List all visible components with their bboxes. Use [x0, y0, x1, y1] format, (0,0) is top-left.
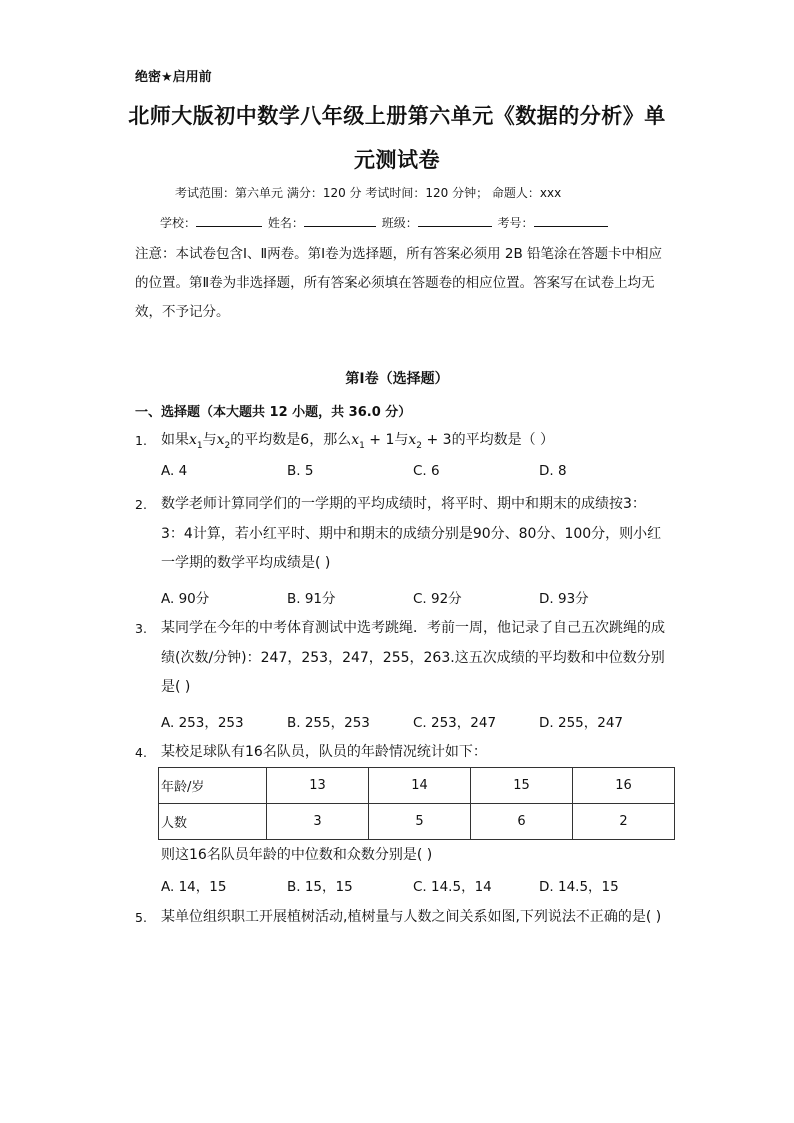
- question-stem: 如果$x_1$与$x_2$的平均数是6，那么$x_1 + 1$与$x_2 + 3$的平均数是（ ）: [161, 432, 555, 451]
- table-row-header: 年龄/岁: [159, 768, 267, 804]
- number-blank: [534, 214, 608, 227]
- question-stem: 某校足球队有16名队员，队员的年龄情况统计如下：: [161, 744, 487, 760]
- option-a[interactable]: A. 4: [161, 463, 188, 479]
- name-label: 姓名：: [267, 216, 304, 230]
- option-d[interactable]: D. 255，247: [539, 715, 624, 731]
- secret-label: 绝密★启用前: [135, 70, 212, 85]
- school-label: 学校：: [160, 216, 197, 230]
- age-table: [158, 767, 675, 840]
- option-d[interactable]: D. 14.5，15: [539, 879, 619, 895]
- question-number: 1.: [135, 433, 147, 448]
- question-4-options: [161, 875, 681, 897]
- student-info-line: [160, 214, 610, 231]
- option-a[interactable]: A. 14，15: [161, 879, 227, 895]
- option-b[interactable]: B. 5: [287, 463, 314, 479]
- number-label: 考号：: [497, 216, 534, 230]
- table-cell: 2: [573, 804, 675, 840]
- option-b[interactable]: B. 91分: [287, 591, 336, 607]
- question-2: [135, 490, 665, 579]
- question-4-followup: 则这16名队员年龄的中位数和众数分别是( ): [161, 847, 433, 863]
- exam-title-line2: 元测试卷: [354, 148, 440, 172]
- table-cell: 5: [369, 804, 471, 840]
- question-number: 2.: [135, 497, 147, 512]
- class-label: 班级：: [381, 216, 418, 230]
- option-a[interactable]: A. 90分: [161, 591, 210, 607]
- table-cell: 16: [573, 768, 675, 804]
- option-a[interactable]: A. 253，253: [161, 715, 244, 731]
- question-5: [135, 903, 665, 933]
- exam-notice: 注意：本试卷包含Ⅰ、Ⅱ两卷。第Ⅰ卷为选择题，所有答案必须用 2B 铅笔涂在答题卡中相应的位置。第Ⅱ卷为非选择题，所有答案必须填在答题卷的相应位置。答案写在试卷上均无效，不予记分。: [135, 246, 663, 320]
- question-1-options: [161, 463, 681, 485]
- question-stem: 数学老师计算同学们的一学期的平均成绩时，将平时、期中和期末的成绩按3：3：4计算，若小红平时、期中和期末的成绩分别是90分、80分、100分，则小红一学期的数学平均成绩是( ): [161, 496, 662, 571]
- option-b[interactable]: B. 255，253: [287, 715, 370, 731]
- option-c[interactable]: C. 92分: [413, 591, 462, 607]
- option-d[interactable]: D. 93分: [539, 591, 589, 607]
- table-row: [159, 768, 675, 804]
- name-blank: [304, 214, 376, 227]
- option-c[interactable]: C. 14.5，14: [413, 879, 492, 895]
- exam-info: 考试范围：第六单元 满分：120 分 考试时间：120 分钟； 命题人：xxx: [175, 186, 562, 200]
- option-d[interactable]: D. 8: [539, 463, 567, 479]
- question-2-options: [161, 587, 681, 609]
- question-3-options: [161, 711, 681, 733]
- section-title: 一、选择题（本大题共 12 小题，共 36.0 分）: [135, 405, 412, 420]
- question-number: 5.: [135, 910, 147, 925]
- question-stem: 某同学在今年的中考体育测试中选考跳绳．考前一周，他记录了自己五次跳绳的成绩(次数/分钟)：247，253，247，255，263.这五次成绩的平均数和中位数分别是( ): [161, 620, 665, 695]
- option-b[interactable]: B. 15，15: [287, 879, 353, 895]
- question-4: [135, 738, 665, 768]
- part-title: 第Ⅰ卷（选择题）: [345, 371, 449, 387]
- question-stem: 某单位组织职工开展植树活动,植树量与人数之间关系如图,下列说法不正确的是( ): [161, 909, 662, 925]
- question-3: [135, 614, 665, 703]
- table-cell: 6: [471, 804, 573, 840]
- question-number: 4.: [135, 745, 147, 760]
- school-blank: [196, 214, 262, 227]
- table-cell: 14: [369, 768, 471, 804]
- exam-title-line1: 北师大版初中数学八年级上册第六单元《数据的分析》单: [128, 104, 666, 128]
- question-number: 3.: [135, 621, 147, 636]
- table-cell: 15: [471, 768, 573, 804]
- table-row: [159, 804, 675, 840]
- question-1: [135, 426, 665, 461]
- option-c[interactable]: C. 253，247: [413, 715, 497, 731]
- table-cell: 3: [267, 804, 369, 840]
- table-cell: 13: [267, 768, 369, 804]
- option-c[interactable]: C. 6: [413, 463, 440, 479]
- class-blank: [418, 214, 492, 227]
- table-row-header: 人数: [159, 804, 267, 840]
